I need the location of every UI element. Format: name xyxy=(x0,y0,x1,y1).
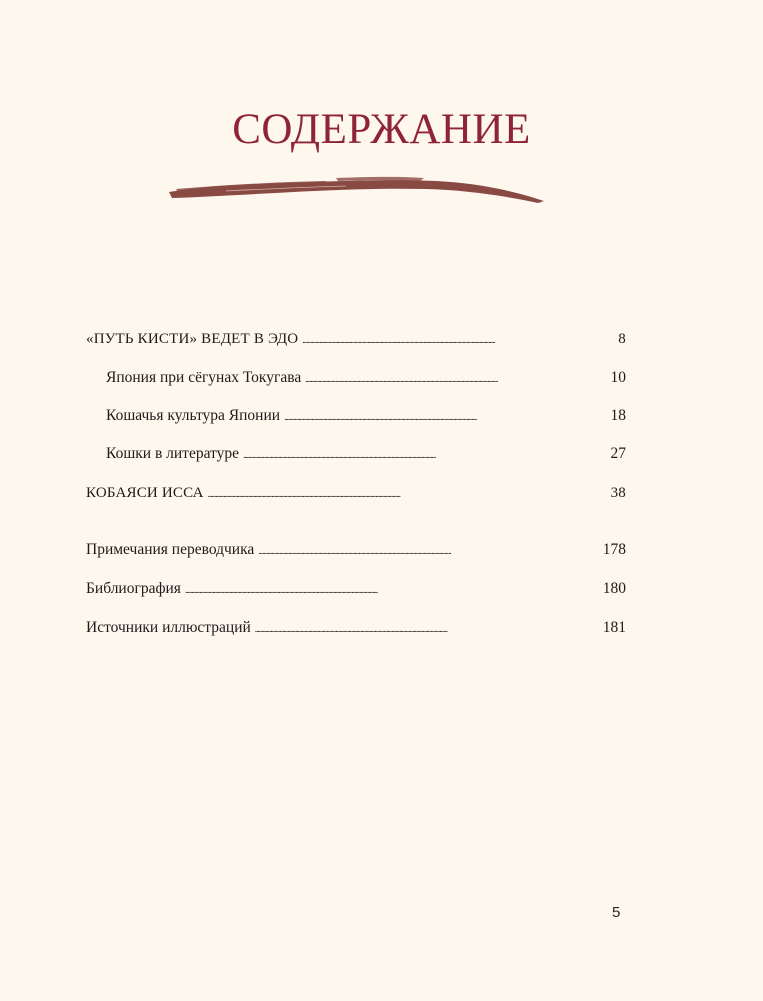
toc-leader-dots xyxy=(208,481,607,506)
toc-entry[interactable] xyxy=(86,577,626,601)
toc-entry-page: 180 xyxy=(602,580,626,597)
toc-leader-dots xyxy=(302,327,614,352)
toc-leader-dots xyxy=(243,442,606,467)
brush-stroke-divider xyxy=(166,168,550,210)
toc-leader-dots xyxy=(185,577,599,602)
toc-entry-label: Кошачья культура Японии xyxy=(106,407,281,424)
toc-entry-label: Источники иллюстраций xyxy=(86,619,251,636)
toc-entry[interactable] xyxy=(106,404,626,428)
toc-entry[interactable] xyxy=(86,327,626,351)
toc-entry-label: «ПУТЬ КИСТИ» ВЕДЕТ В ЭДО xyxy=(86,331,299,347)
toc-entry[interactable] xyxy=(86,616,626,640)
toc-entry-label: Кошки в литературе xyxy=(106,445,240,462)
toc-entry-label: Библиография xyxy=(86,580,181,597)
toc-entry[interactable] xyxy=(86,538,626,562)
toc-entry-label: Примечания переводчика xyxy=(86,541,255,558)
toc-entry-label: Япония при сёгунах Токугава xyxy=(106,369,302,386)
toc-entry-label: КОБАЯСИ ИССА xyxy=(86,485,204,501)
toc-entry-page: 18 xyxy=(610,407,626,424)
toc-entry-page: 181 xyxy=(602,619,626,636)
toc-entry-page: 178 xyxy=(602,541,626,558)
toc-entry-page: 38 xyxy=(610,485,626,501)
toc-entry[interactable] xyxy=(86,481,626,505)
toc-entry[interactable] xyxy=(106,366,626,390)
toc-entry-page: 27 xyxy=(610,445,626,462)
toc-entry-page: 8 xyxy=(618,331,626,347)
toc-leader-dots xyxy=(255,616,599,641)
toc-entry[interactable] xyxy=(106,442,626,466)
page-number: 5 xyxy=(612,904,621,921)
toc-leader-dots xyxy=(284,404,606,429)
page-title: СОДЕРЖАНИЕ xyxy=(232,106,531,153)
toc-leader-dots xyxy=(258,538,598,563)
toc-leader-dots xyxy=(305,366,606,391)
toc-entry-page: 10 xyxy=(610,369,626,386)
